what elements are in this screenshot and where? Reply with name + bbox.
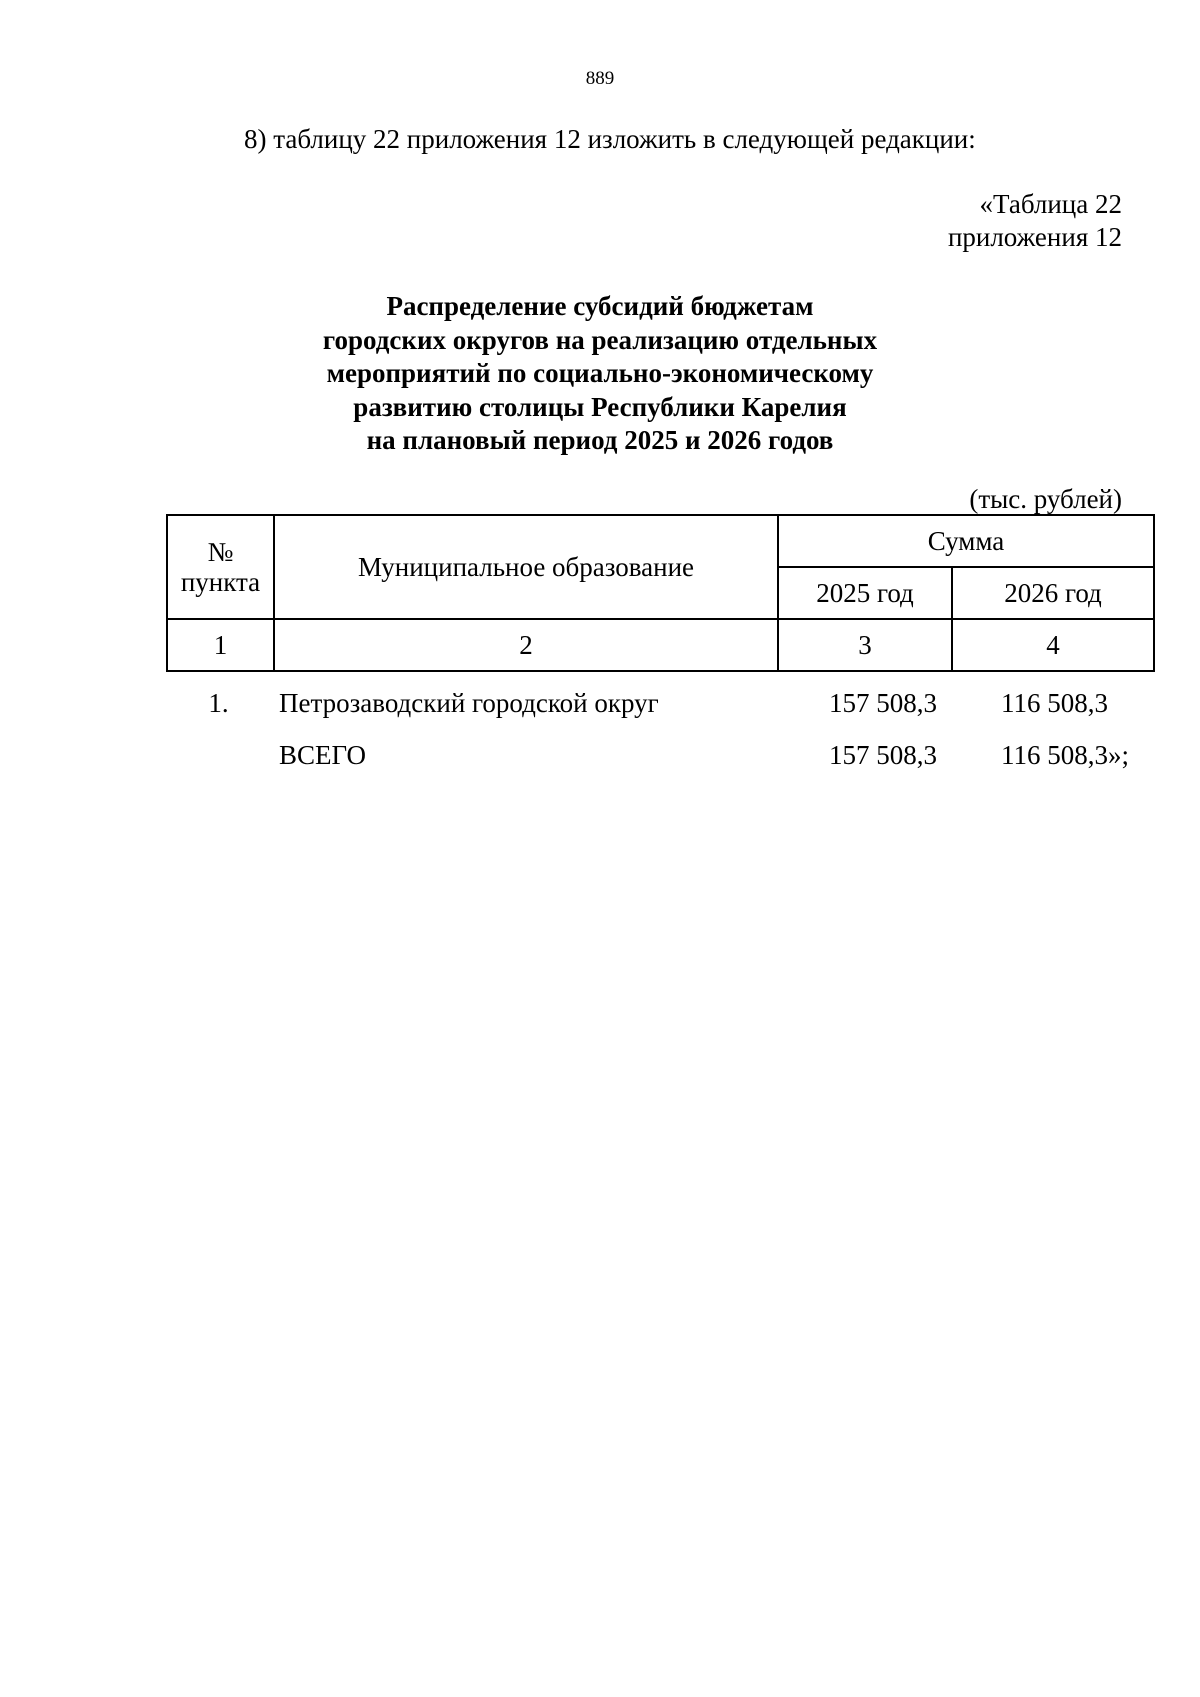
intro-paragraph: 8) таблицу 22 приложения 12 изложить в следующей редакции: [244,124,976,154]
row-number: 1. [208,688,229,718]
column-number-4: 4 [952,619,1154,671]
table-header [166,514,1155,672]
header-sum: Сумма [778,515,1154,567]
table-row [166,688,1149,728]
heading-line-3: мероприятий по социально-экономическому [326,358,874,388]
header-year-2026: 2026 год [952,567,1154,619]
column-number-1: 1 [167,619,274,671]
table-reference-line-1: «Таблица 22 [979,189,1122,219]
total-amount-2026: 116 508,3»; [1001,740,1129,770]
total-label: ВСЕГО [279,740,366,770]
table-total-row [166,740,1149,780]
row-amount-2026: 116 508,3 [1001,688,1108,718]
column-number-2: 2 [274,619,778,671]
heading-line-1: Распределение субсидий бюджетам [386,291,814,321]
heading-line-5: на плановый период 2025 и 2026 годов [366,425,834,455]
page-number: 889 [585,68,615,89]
heading-line-2: городских округов на реализацию отдельных [322,324,878,355]
row-amount-2025: 157 508,3 [829,688,937,718]
header-number-label: пункта [180,567,261,597]
header-number-symbol: № [207,537,234,567]
total-amount-2025: 157 508,3 [829,740,937,770]
table-reference-line-2: приложения 12 [947,222,1122,252]
header-year-2025: 2025 год [778,567,952,619]
row-municipality: Петрозаводский городской округ [279,688,659,718]
header-municipality: Муниципальное образование [274,515,778,619]
column-number-3: 3 [778,619,952,671]
units-label: (тыс. рублей) [969,484,1122,514]
heading-line-4: развитию столицы Республики Карелия [353,391,847,422]
document-heading [0,290,1200,458]
table-reference [948,188,1122,254]
header-number-cell [167,515,274,619]
